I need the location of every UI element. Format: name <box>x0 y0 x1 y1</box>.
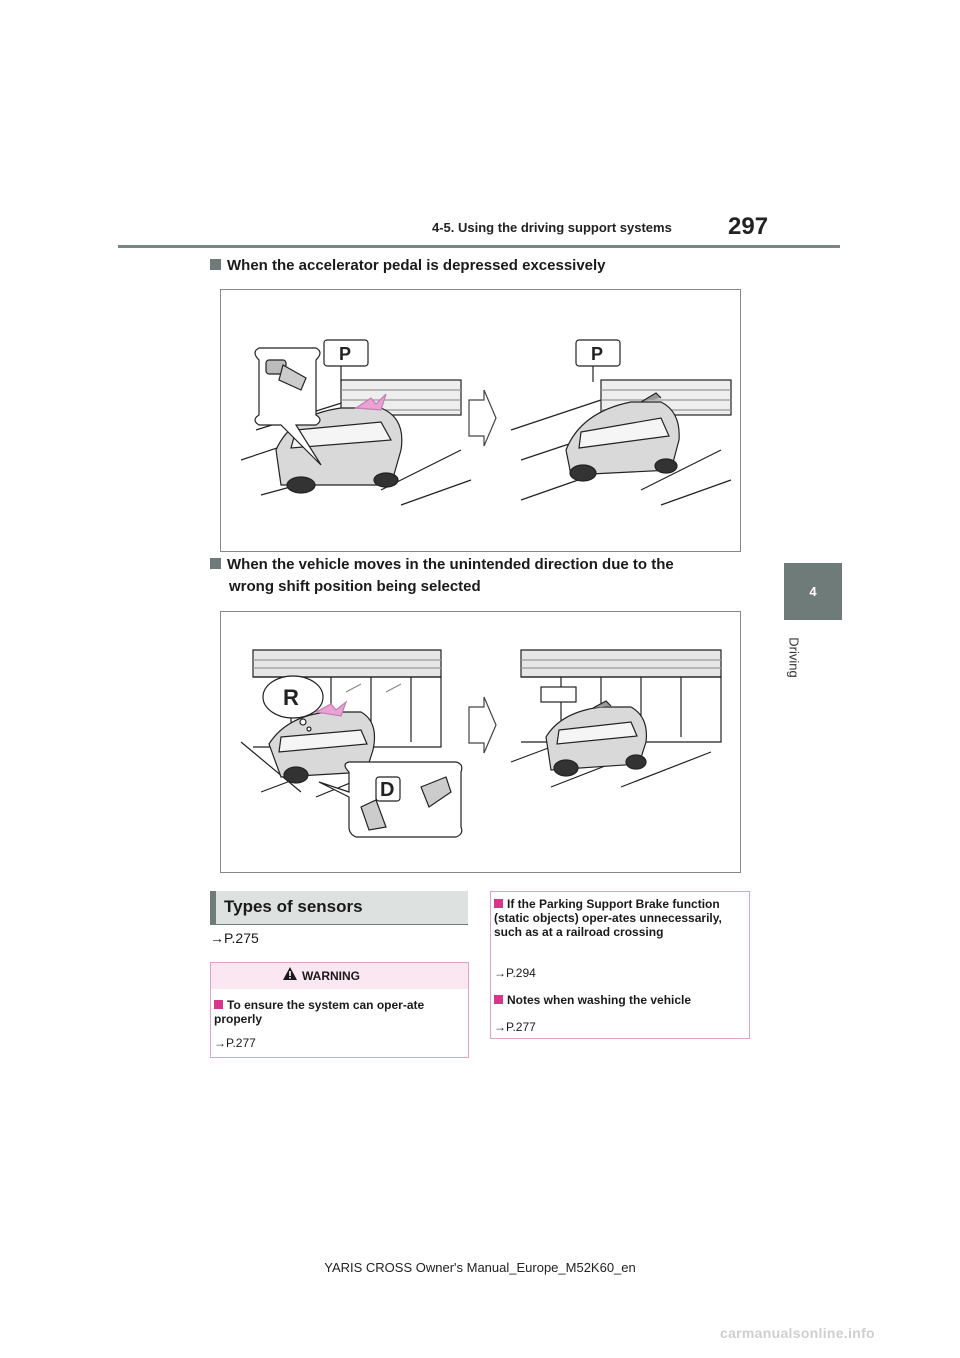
sensors-heading: Types of sensors <box>224 897 363 916</box>
notes-item-1 <box>494 897 744 939</box>
header-divider <box>118 245 840 248</box>
gear-letter-d: D <box>380 779 395 801</box>
notes-item-2-text: Notes when washing the vehicle <box>507 993 692 1007</box>
warning-icon <box>282 966 298 981</box>
chapter-label: Driving <box>786 637 802 678</box>
warning-bullet-icon <box>214 1000 223 1009</box>
heading-wrong-shift-line2: wrong shift position being selected <box>229 578 481 595</box>
notes-bullet-icon <box>494 899 503 908</box>
heading-bullet-icon <box>210 558 221 569</box>
notes-item-1-text: If the Parking Support Brake function (static objects) oper-ates unnecessarily, such as at a railroad crossing <box>494 897 722 939</box>
svg-text:P: P <box>339 344 352 364</box>
heading-bullet-icon <box>210 259 221 270</box>
svg-text:P: P <box>591 344 604 364</box>
warning-title: WARNING <box>302 969 360 983</box>
chapter-tab <box>784 563 842 620</box>
heading-accelerator-text: When the accelerator pedal is depressed excessively <box>227 257 606 274</box>
illustration-accelerator <box>221 290 740 551</box>
warning-page-ref[interactable]: →P.277 <box>214 1036 256 1050</box>
notes-item-2 <box>494 993 744 1007</box>
sensors-divider <box>210 924 468 925</box>
chapter-number: 4 <box>809 584 817 599</box>
notes-page-ref-1[interactable]: →P.294 <box>494 966 536 980</box>
page-number: 297 <box>728 213 769 240</box>
notes-bullet-icon <box>494 995 503 1004</box>
heading-wrong-shift-line1: When the vehicle moves in the unintended direction due to the <box>227 556 674 573</box>
chapter-label-wrap <box>786 628 812 688</box>
heading-accelerator <box>210 253 606 279</box>
watermark: carmanualsonline.info <box>720 1325 875 1341</box>
figure-accelerator <box>220 289 741 552</box>
sensors-page-ref[interactable]: →P.275 <box>210 930 259 946</box>
figure-wrong-shift <box>220 611 741 873</box>
warning-item <box>214 998 464 1026</box>
footer-text: YARIS CROSS Owner's Manual_Europe_M52K60_en <box>324 1260 636 1275</box>
illustration-wrong-shift <box>221 612 740 872</box>
warning-item-text: To ensure the system can oper-ate properly <box>214 998 425 1026</box>
section-title: 4-5. Using the driving support systems <box>432 220 672 235</box>
gear-letter-r: R <box>283 685 299 710</box>
notes-page-ref-2[interactable]: →P.277 <box>494 1020 536 1034</box>
